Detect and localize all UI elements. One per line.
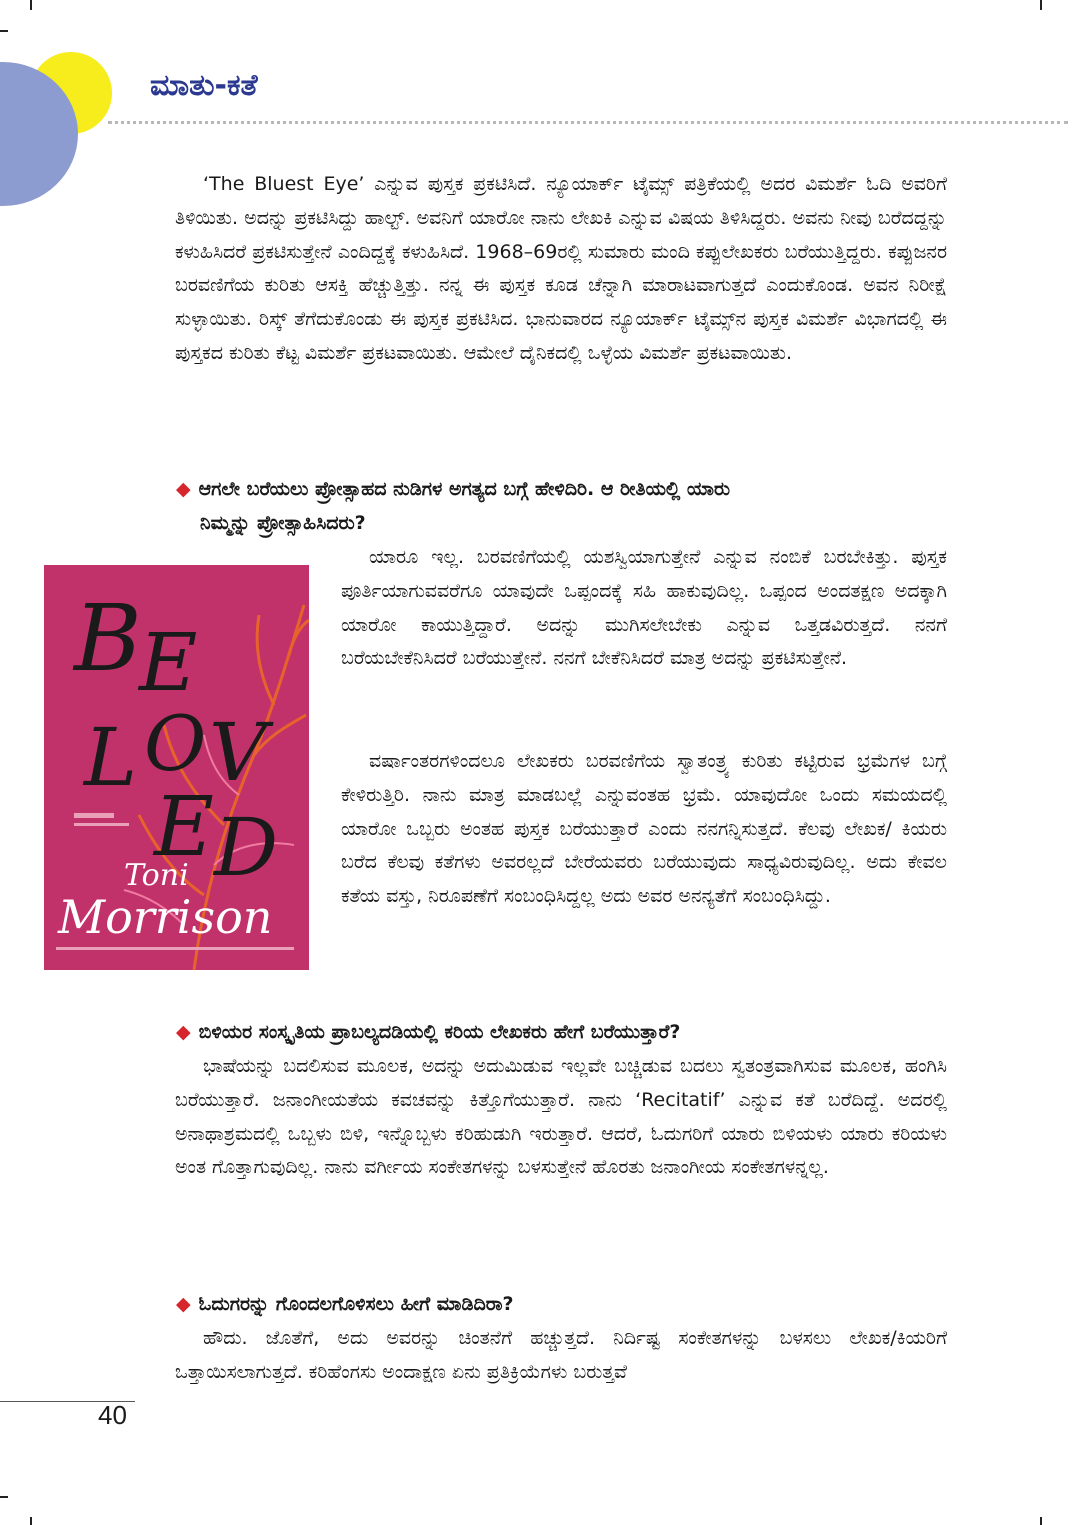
paragraph-3-text: ವರ್ಷಾಂತರಗಳಿಂದಲೂ ಲೇಖಕರು ಬರವಣಿಗೆಯ ಸ್ವಾತಂತ್ರ್ಯ ಕುರಿತು ಕಟ್ಟಿರುವ ಭ್ರಮೆಗಳ ಬಗ್ಗೆ ಕೇಳಿರುತ್ತಿರಿ. ನಾನು ಮಾತ್ರ ಮಾಡಬಲ್ಲೆ ಎನ್ನುವಂತಹ ಭ್ರಮೆ. ಯಾವುದೋ ಒಂದು ಸಮಯದಲ್ಲಿ ಯಾರೋ ಒಬ್ಬರು ಅಂತಹ ಪುಸ್ತಕ ಬರೆಯುತ್ತಾರೆ ಎಂದು ನನಗನ್ನಿಸುತ್ತದೆ. ಕೆಲವು ಲೇಖಕ/ ಕಿಯರು ಬರೆದ ಕೆಲವು ಕತೆಗಳು ಅವರಲ್ಲದೆ ಬೇರೆಯವರು ಬರೆಯುವುದು ಸಾಧ್ಯವಿರುವುದಿಲ್ಲ. ಅದು ಕೇವಲ ಕತೆಯ ವಸ್ತು, ನಿರೂಪಣೆಗೆ ಸಂಬಂಧಿಸಿದ್ದಲ್ಲ ಅದು ಅವರ ಅನನ್ಯತೆಗೆ ಸಂಬಂಧಿಸಿದ್ದು. <box>341 750 947 908</box>
crop-mark-top-left <box>30 0 32 10</box>
crop-mark-bottom-right <box>1040 1517 1042 1525</box>
cover-letter-2: E <box>139 616 198 709</box>
cover-tagline-mark <box>56 947 294 950</box>
paragraph-3 <box>341 745 947 914</box>
cover-author-first: Toni <box>124 858 189 893</box>
cover-author-last: Morrison <box>58 890 273 944</box>
question-1-line-1: ಆಗಲೇ ಬರೆಯಲು ಪ್ರೋತ್ಸಾಹದ ನುಡಿಗಳ ಅಗತ್ಯದ ಬಗ್ಗೆ ಹೇಳಿದಿರಿ. ಆ ರೀತಿಯಲ್ಲಿ ಯಾರು <box>198 478 731 500</box>
book-cover-art <box>44 565 309 970</box>
cover-blurb-mark-2 <box>74 823 129 826</box>
paragraph-2-text: ಯಾರೂ ಇಲ್ಲ. ಬರವಣಿಗೆಯಲ್ಲಿ ಯಶಸ್ವಿಯಾಗುತ್ತೇನೆ ಎನ್ನುವ ನಂಬಿಕೆ ಬರಬೇಕಿತ್ತು. ಪುಸ್ತಕ ಪೂರ್ತಿಯಾಗುವವರೆಗೂ ಯಾವುದೇ ಒಪ್ಪಂದಕ್ಕೆ ಸಹಿ ಹಾಕುವುದಿಲ್ಲ. ಒಪ್ಪಂದ ಅಂದತಕ್ಷಣ ಅದಕ್ಕಾಗಿ ಯಾರೋ ಕಾಯುತ್ತಿದ್ದಾರೆ. ಅದನ್ನು ಮುಗಿಸಲೇಬೇಕು ಎನ್ನುವ ಒತ್ತಡವಿರುತ್ತದೆ. ನನಗೆ ಬರೆಯಬೇಕೆನಿಸಿದರೆ ಬರೆಯುತ್ತೇನೆ. ನನಗೆ ಬೇಕೆನಿಸಿದರೆ ಮಾತ್ರ ಅದನ್ನು ಪ್ರಕಟಿಸುತ್ತೇನೆ. <box>341 546 947 670</box>
question-2 <box>176 1016 956 1050</box>
bullet-diamond-icon: ◆ <box>176 1021 191 1043</box>
page-number: 40 <box>98 1400 127 1430</box>
paragraph-2 <box>341 541 947 676</box>
crop-mark-top-right <box>1040 0 1042 10</box>
paragraph-4 <box>175 1050 947 1185</box>
cover-letter-4: O <box>144 699 207 788</box>
heading-dotted-rule <box>108 121 1068 124</box>
cover-letter-6: E <box>154 780 214 875</box>
paragraph-5 <box>175 1322 947 1390</box>
crop-mark-left-lower <box>0 1496 8 1498</box>
paragraph-5-text: ಹೌದು. ಜೊತೆಗೆ, ಅದು ಅವರನ್ನು ಚಿಂತನೆಗೆ ಹಚ್ಚುತ್ತದೆ. ನಿರ್ದಿಷ್ಟ ಸಂಕೇತಗಳನ್ನು ಬಳಸಲು ಲೇಖಕ/ಕಿಯರಿಗೆ ಒತ್ತಾಯಿಸಲಾಗುತ್ತದೆ. ಕರಿಹೆಂಗಸು ಅಂದಾಕ್ಷಣ ಏನು ಪ್ರತಿಕ್ರಿಯೆಗಳು ಬರುತ್ತವೆ <box>175 1327 947 1383</box>
book-cover-image <box>44 565 309 970</box>
question-2-text: ಬಿಳಿಯರ ಸಂಸ್ಕೃತಿಯ ಪ್ರಾಬಲ್ಯದಡಿಯಲ್ಲಿ ಕರಿಯ ಲೇಖಕರು ಹೇಗೆ ಬರೆಯುತ್ತಾರೆ? <box>198 1021 681 1043</box>
cover-letter-3: L <box>84 711 138 804</box>
cover-letter-7: D <box>214 801 279 894</box>
crop-mark-bottom-left <box>30 1517 32 1525</box>
bullet-diamond-icon: ◆ <box>176 1293 191 1315</box>
section-heading: ಮಾತು-ಕತೆ <box>150 68 258 103</box>
crop-mark-left-upper <box>0 30 8 32</box>
paragraph-1 <box>175 168 947 371</box>
question-1-line-2: ನಿಮ್ಮನ್ನು ಪ್ರೋತ್ಸಾಹಿಸಿದರು? <box>200 511 366 534</box>
paragraph-4-text: ಭಾಷೆಯನ್ನು ಬದಲಿಸುವ ಮೂಲಕ, ಅದನ್ನು ಅದುಮಿಡುವ ಇಲ್ಲವೇ ಬಚ್ಚಿಡುವ ಬದಲು ಸ್ವತಂತ್ರವಾಗಿಸುವ ಮೂಲಕ, ಹಂಗಿಸಿ ಬರೆಯುತ್ತಾರೆ. ಜನಾಂಗೀಯತೆಯ ಕವಚವನ್ನು ಕಿತ್ತೊಗೆಯುತ್ತಾರೆ. ನಾನು ‘Recitatif’ ಎನ್ನುವ ಕತೆ ಬರೆದಿದ್ದೆ. ಅದರಲ್ಲಿ ಅನಾಥಾಶ್ರಮದಲ್ಲಿ ಒಬ್ಬಳು ಬಿಳಿ, ಇನ್ನೊಬ್ಬಳು ಕರಿಹುಡುಗಿ ಇರುತ್ತಾರೆ. ಆದರೆ, ಓದುಗರಿಗೆ ಯಾರು ಬಿಳಿಯಳು ಯಾರು ಕರಿಯಳು ಅಂತ ಗೊತ್ತಾಗುವುದಿಲ್ಲ. ನಾನು ವರ್ಗೀಯ ಸಂಕೇತಗಳನ್ನು ಬಳಸುತ್ತೇನೆ ಹೊರತು ಜನಾಂಗೀಯ ಸಂಕೇತಗಳನ್ನಲ್ಲ. <box>175 1055 947 1179</box>
cover-letter-1: B <box>74 585 142 692</box>
cover-blurb-mark <box>74 813 114 818</box>
cover-letter-5: V <box>209 706 267 799</box>
question-3 <box>176 1288 956 1322</box>
question-1 <box>176 473 956 541</box>
bullet-diamond-icon: ◆ <box>176 478 191 500</box>
paragraph-1-text: ‘The Bluest Eye’ ಎನ್ನುವ ಪುಸ್ತಕ ಪ್ರಕಟಿಸಿದೆ. ನ್ಯೂಯಾರ್ಕ್ ಟೈಮ್ಸ್ ಪತ್ರಿಕೆಯಲ್ಲಿ ಅದರ ವಿಮರ್ಶೆ ಓದಿ ಅವರಿಗೆ ತಿಳಿಯಿತು. ಅದನ್ನು ಪ್ರಕಟಿಸಿದ್ದು ಹಾಲ್ಟ್. ಅವನಿಗೆ ಯಾರೋ ನಾನು ಲೇಖಕಿ ಎನ್ನುವ ವಿಷಯ ತಿಳಿಸಿದ್ದರು. ಅವನು ನೀವು ಬರೆದದ್ದನ್ನು ಕಳುಹಿಸಿದರೆ ಪ್ರಕಟಿಸುತ್ತೇನೆ ಎಂದಿದ್ದಕ್ಕೆ ಕಳುಹಿಸಿದೆ. 1968–69ರಲ್ಲಿ ಸುಮಾರು ಮಂದಿ ಕಪ್ಪುಲೇಖಕರು ಬರೆಯುತ್ತಿದ್ದರು. ಕಪ್ಪುಜನರ ಬರವಣಿಗೆಯ ಕುರಿತು ಆಸಕ್ತಿ ಹೆಚ್ಚುತ್ತಿತ್ತು. ನನ್ನ ಈ ಪುಸ್ತಕ ಕೂಡ ಚೆನ್ನಾಗಿ ಮಾರಾಟವಾಗುತ್ತದೆ ಎಂದುಕೊಂಡ. ಅವನ ನಿರೀಕ್ಷೆ ಸುಳ್ಳಾಯಿತು. ರಿಸ್ಕ್ ತೆಗೆದುಕೊಂಡು ಈ ಪುಸ್ತಕ ಪ್ರಕಟಿಸಿದ. ಭಾನುವಾರದ ನ್ಯೂಯಾರ್ಕ್ ಟೈಮ್ಸ್‌ನ ಪುಸ್ತಕ ವಿಮರ್ಶೆ ವಿಭಾಗದಲ್ಲಿ ಈ ಪುಸ್ತಕದ ಕುರಿತು ಕೆಟ್ಟ ವಿಮರ್ಶೆ ಪ್ರಕಟವಾಯಿತು. ಆಮೇಲೆ ದೈನಿಕದಲ್ಲಿ ಒಳ್ಳೆಯ ವಿಮರ್ಶೆ ಪ್ರಕಟವಾಯಿತು. <box>175 173 947 364</box>
question-3-text: ಓದುಗರನ್ನು ಗೊಂದಲಗೊಳಿಸಲು ಹೀಗೆ ಮಾಡಿದಿರಾ? <box>198 1293 514 1315</box>
